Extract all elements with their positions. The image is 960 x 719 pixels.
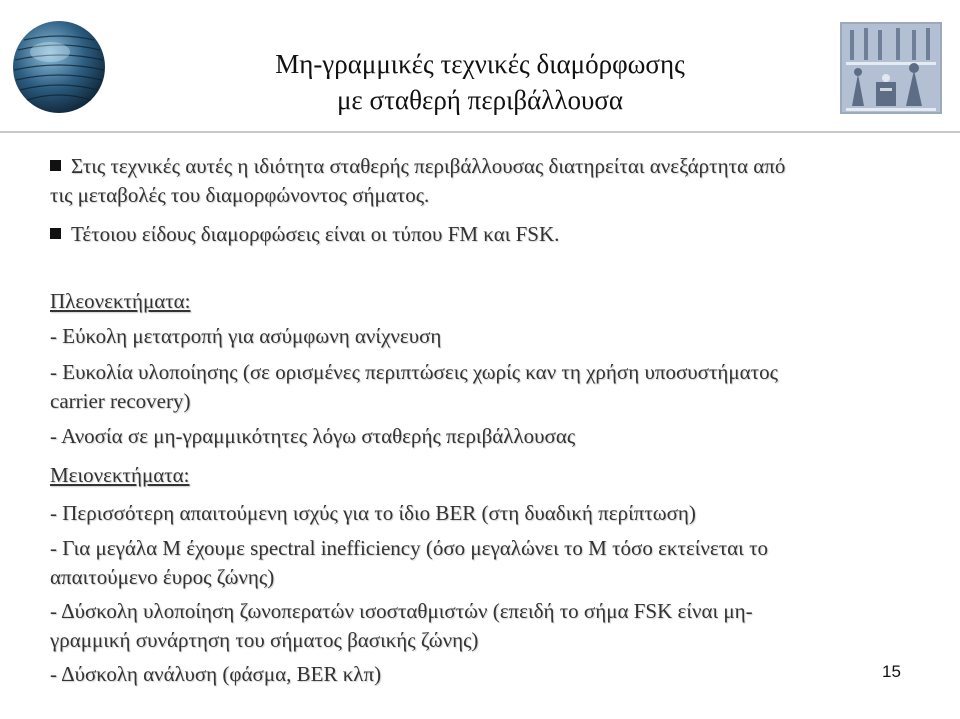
disadvantage-item-cont: γραμμική συνάρτηση του σήματος βασικής ζώνης) — [50, 628, 479, 652]
disadvantage-item: - Περισσότερη απαιτούμενη ισχύς για το ίδιο BER (στη δυαδική περίπτωση) — [50, 501, 696, 525]
disadvantage-item: - Δύσκολη υλοποίηση ζωνοπερατών ισοσταθμιστών (επειδή το σήμα FSK είναι μη- — [50, 599, 753, 623]
relief-image-icon — [840, 22, 942, 114]
advantage-item: - Εύκολη μετατροπή για ασύμφωνη ανίχνευση — [50, 324, 442, 348]
bullet-1-line-2: τις μεταβολές του διαμορφώνοντος σήματος. — [50, 183, 430, 207]
globe-logo-icon — [10, 18, 108, 116]
advantages-heading: Πλεονεκτήματα: — [50, 289, 191, 313]
disadvantage-item: - Για μεγάλα Μ έχουμε spectral inefficiency (όσο μεγαλώνει το Μ τόσο εκτείνεται το — [50, 536, 769, 560]
disadvantage-item-cont: απαιτούμενο έυρος ζώνης) — [50, 565, 275, 589]
advantage-item: - Ανοσία σε μη-γραμμικότητες λόγω σταθερής περιβάλλουσας — [50, 424, 576, 448]
bullet-2-line-1: Τέτοιου είδους διαμορφώσεις είναι οι τύπου FM και FSK. — [71, 222, 560, 246]
disadvantages-heading: Μειονεκτήματα: — [50, 463, 190, 487]
bullet-1-line-1: Στις τεχνικές αυτές η ιδιότητα σταθερής περιβάλλουσας διατηρείται ανεξάρτητα από — [71, 154, 786, 178]
square-bullet-icon — [50, 228, 61, 239]
title-divider — [0, 131, 960, 133]
page-number: 15 — [882, 662, 901, 681]
square-bullet-icon — [50, 160, 61, 171]
title-line-2: με σταθερή περιβάλλουσα — [336, 85, 624, 115]
advantage-item-cont: carrier recovery) — [50, 389, 191, 413]
bullet-1 — [50, 154, 785, 179]
disadvantage-item: - Δύσκολη ανάλυση (φάσμα, BER κλπ) — [50, 662, 382, 686]
slide-title — [180, 46, 780, 118]
title-line-1: Μη-γραμμικές τεχνικές διαμόρφωσης — [275, 49, 685, 79]
advantage-item: - Ευκολία υλοποίησης (σε ορισμένες περιπτώσεις χωρίς καν τη χρήση υποσυστήματος — [50, 360, 778, 384]
bullet-2 — [50, 222, 559, 247]
